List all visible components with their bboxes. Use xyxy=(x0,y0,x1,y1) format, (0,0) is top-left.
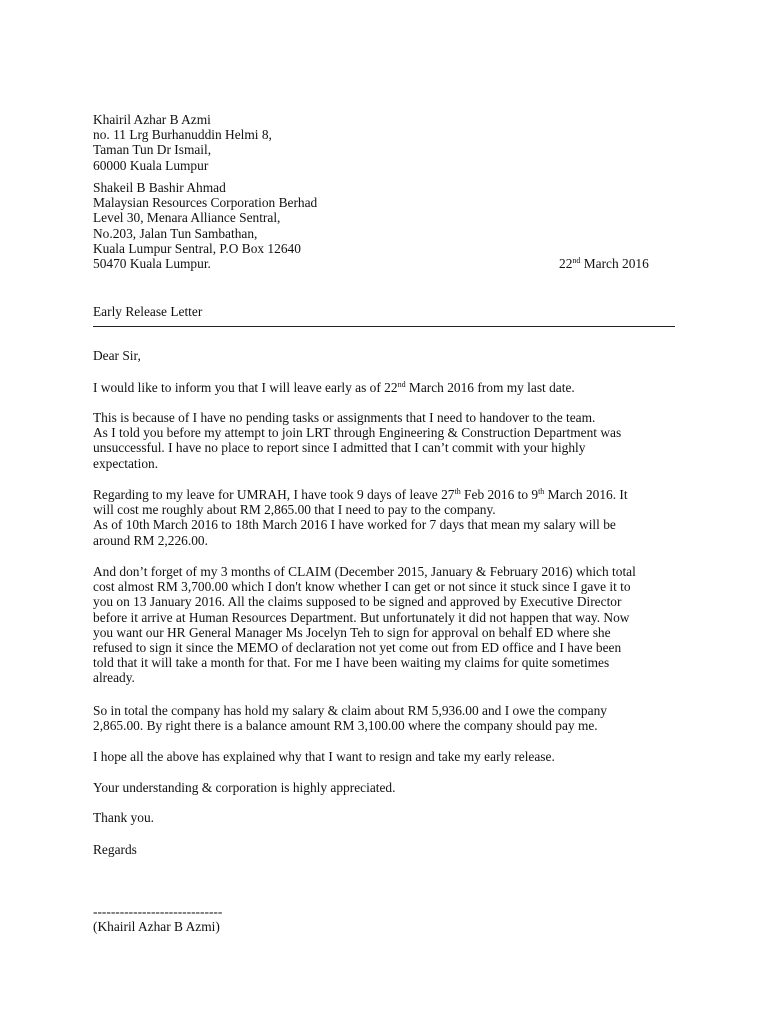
letter-date: 22nd March 2016 xyxy=(559,256,649,271)
recipient-address-line: Malaysian Resources Corporation Berhad xyxy=(93,195,318,211)
recipient-address-line: Kuala Lumpur Sentral, P.O Box 12640 xyxy=(93,240,301,256)
sender-name: Khairil Azhar B Azmi xyxy=(93,112,211,127)
paragraph-total: So in total the company has hold my salary & claim about RM 5,936.00 and I owe the company 2,865.00. By right there is a balance amount RM 3,100.00 where the company should pay me. xyxy=(93,703,607,734)
recipient-address-line: Level 30, Menara Alliance Sentral, xyxy=(93,210,281,226)
subject-divider xyxy=(93,326,675,327)
closing-regards: Regards xyxy=(93,842,137,857)
paragraph-appreciation: Your understanding & corporation is highly appreciated. xyxy=(93,780,396,795)
recipient-address-line: No.203, Jalan Tun Sambathan, xyxy=(93,225,258,241)
recipient-name: Shakeil B Bashir Ahmad xyxy=(93,180,226,195)
sender-address-line: 60000 Kuala Lumpur xyxy=(93,157,209,173)
signature-name: (Khairil Azhar B Azmi) xyxy=(93,919,220,935)
subject-line: Early Release Letter xyxy=(93,304,203,319)
recipient-address-line: 50470 Kuala Lumpur. xyxy=(93,256,211,272)
paragraph-leave-notice: I would like to inform you that I will leave early as of 22nd March 2016 from my last date. xyxy=(93,380,575,395)
paragraph-umrah-leave: Regarding to my leave for UMRAH, I have took 9 days of leave 27th Feb 2016 to 9th March 2016. It will cost me roughly about RM 2,865.00 that I need to pay to the company. As of 10th March 2016 to 18th March 2016 I have worked for 7 days that mean my salary will be around RM 2,226.00. xyxy=(93,487,628,548)
signature-dash-line: ----------------------------- xyxy=(93,904,223,919)
sender-address-line: no. 11 Lrg Burhanuddin Helmi 8, xyxy=(93,127,272,143)
sender-address-line: Taman Tun Dr Ismail, xyxy=(93,142,212,158)
signature-block xyxy=(93,904,673,934)
sender-address-block xyxy=(93,112,673,173)
salutation: Dear Sir, xyxy=(93,348,141,363)
paragraph-explanation: I hope all the above has explained why that I want to resign and take my early release. xyxy=(93,749,555,764)
paragraph-reason: This is because of I have no pending tasks or assignments that I need to handover to the team. As I told you before my attempt to join LRT through Engineering & Construction Department was unsuccessful. I have no place to report since I admitted that I can’t commit with your highly expectation. xyxy=(93,410,622,471)
closing-thank-you: Thank you. xyxy=(93,810,154,825)
paragraph-claims: And don’t forget of my 3 months of CLAIM (December 2015, January & February 2016) which total cost almost RM 3,700.00 which I don't know whether I can get or not since it stuck since I gave it to you on 13 January 2016. All the claims supposed to be signed and approved by Executive Director before it arrive at Human Resources Department. But unfortunately it did not happen that way. Now you want our HR General Manager Ms Jocelyn Teh to sign for approval on behalf ED where she refused to sign it since the MEMO of declaration not yet come out from ED office and I have been told that it will take a month for that. For me I have been waiting my claims for quite sometimes already. xyxy=(93,564,636,686)
